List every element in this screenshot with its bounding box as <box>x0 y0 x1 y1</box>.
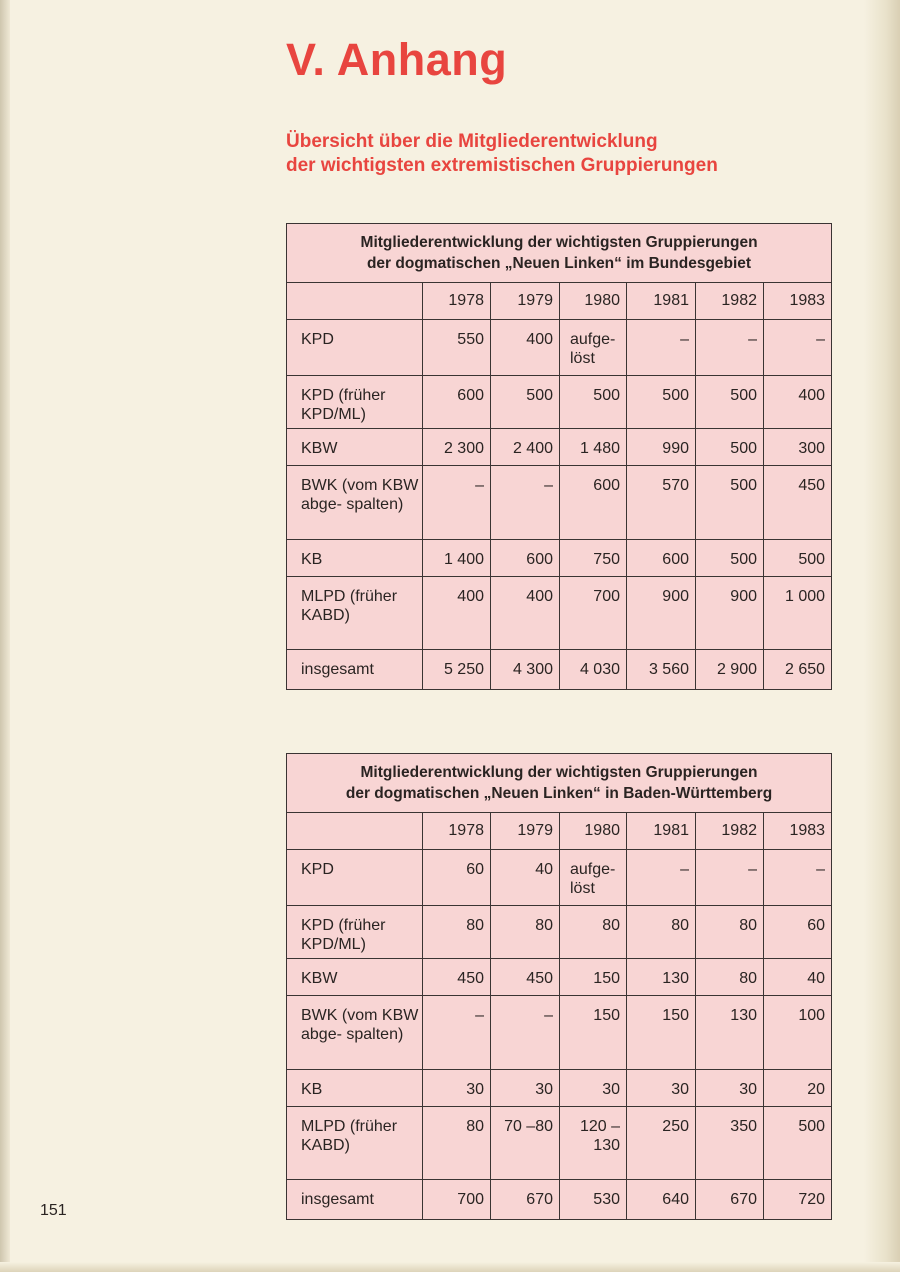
total-row <box>287 650 832 690</box>
year-header: 1983 <box>764 283 832 320</box>
cell-value: 450 <box>423 959 491 996</box>
row-label: KB <box>287 1070 423 1107</box>
cell-value: – <box>627 320 696 376</box>
cell-value: 4 030 <box>560 650 627 690</box>
page-edge-bottom <box>0 1262 900 1272</box>
cell-value: 60 <box>764 906 832 959</box>
row-label: BWK (vom KBW abge- spalten) <box>287 996 423 1070</box>
caption-line-2: der dogmatischen „Neuen Linken“ im Bundesgebiet <box>366 255 752 272</box>
cell-value: 80 <box>423 1107 491 1180</box>
year-header: 1981 <box>627 283 696 320</box>
cell-value: 670 <box>491 1180 560 1220</box>
cell-value: 30 <box>560 1070 627 1107</box>
year-header: 1980 <box>560 813 627 850</box>
cell-value: 30 <box>696 1070 764 1107</box>
row-label: insgesamt <box>287 650 423 690</box>
cell-value: aufge- löst <box>560 320 627 376</box>
year-header: 1981 <box>627 813 696 850</box>
cell-value: 400 <box>423 577 491 650</box>
cell-value: 120 –130 <box>560 1107 627 1180</box>
cell-value: 1 000 <box>764 577 832 650</box>
cell-value: 500 <box>696 376 764 429</box>
cell-value: 80 <box>627 906 696 959</box>
cell-value: 900 <box>696 577 764 650</box>
row-label: MLPD (früher KABD) <box>287 577 423 650</box>
cell-value: 600 <box>423 376 491 429</box>
row-label: MLPD (früher KABD) <box>287 1107 423 1180</box>
cell-value: aufge- löst <box>560 850 627 906</box>
cell-value: 80 <box>696 906 764 959</box>
cell-value: 30 <box>491 1070 560 1107</box>
cell-value: 20 <box>764 1070 832 1107</box>
cell-value: 150 <box>627 996 696 1070</box>
row-label: KPD (früher KPD/ML) <box>287 906 423 959</box>
cell-value: 2 300 <box>423 429 491 466</box>
cell-value: 600 <box>560 466 627 540</box>
cell-value: – <box>764 320 832 376</box>
table-row <box>287 959 832 996</box>
cell-value: 130 <box>627 959 696 996</box>
cell-value: 500 <box>696 540 764 577</box>
row-label: KPD <box>287 850 423 906</box>
cell-value: 100 <box>764 996 832 1070</box>
row-label: KBW <box>287 959 423 996</box>
year-header-row <box>287 813 832 850</box>
cell-value: 70 –80 <box>491 1107 560 1180</box>
section-subtitle <box>286 130 718 178</box>
year-header: 1979 <box>491 283 560 320</box>
year-header: 1980 <box>560 283 627 320</box>
row-label: insgesamt <box>287 1180 423 1220</box>
year-header: 1979 <box>491 813 560 850</box>
table-row <box>287 466 832 540</box>
cell-value: 670 <box>696 1180 764 1220</box>
cell-value: 80 <box>560 906 627 959</box>
cell-value: 2 900 <box>696 650 764 690</box>
cell-value: 400 <box>491 577 560 650</box>
table-row <box>287 850 832 906</box>
table-row <box>287 1107 832 1180</box>
cell-value: 600 <box>491 540 560 577</box>
chapter-heading: V. Anhang <box>286 34 508 85</box>
cell-value: 40 <box>764 959 832 996</box>
cell-value: 350 <box>696 1107 764 1180</box>
caption-line-1: Mitgliederentwicklung der wichtigsten Gruppierungen <box>360 764 758 781</box>
row-label: BWK (vom KBW abge- spalten) <box>287 466 423 540</box>
table-caption <box>287 224 832 283</box>
cell-value: 990 <box>627 429 696 466</box>
cell-value: 5 250 <box>423 650 491 690</box>
cell-value: 700 <box>560 577 627 650</box>
year-header: 1978 <box>423 283 491 320</box>
table-row <box>287 376 832 429</box>
subtitle-line-2: der wichtigsten extremistischen Gruppierungen <box>286 155 718 176</box>
year-header: 1982 <box>696 813 764 850</box>
cell-value: 400 <box>491 320 560 376</box>
membership-table-bundesgebiet <box>286 223 832 690</box>
cell-value: 550 <box>423 320 491 376</box>
cell-value: – <box>491 466 560 540</box>
cell-value: – <box>423 996 491 1070</box>
cell-value: 500 <box>764 1107 832 1180</box>
table-row <box>287 320 832 376</box>
cell-value: 570 <box>627 466 696 540</box>
page-edge-left <box>0 0 10 1272</box>
table-baden-wuerttemberg <box>286 753 831 1220</box>
cell-value: 450 <box>491 959 560 996</box>
cell-value: 130 <box>696 996 764 1070</box>
table-row <box>287 429 832 466</box>
year-header: 1982 <box>696 283 764 320</box>
cell-value: 1 400 <box>423 540 491 577</box>
table-caption <box>287 754 832 813</box>
cell-value: – <box>764 850 832 906</box>
cell-value: 30 <box>423 1070 491 1107</box>
year-header: 1983 <box>764 813 832 850</box>
cell-value: 80 <box>696 959 764 996</box>
table-row <box>287 540 832 577</box>
cell-value: 500 <box>696 466 764 540</box>
cell-value: 500 <box>696 429 764 466</box>
cell-value: 900 <box>627 577 696 650</box>
cell-value: 700 <box>423 1180 491 1220</box>
cell-value: 150 <box>560 996 627 1070</box>
cell-value: 3 560 <box>627 650 696 690</box>
cell-value: 300 <box>764 429 832 466</box>
subtitle-line-1: Übersicht über die Mitgliederentwicklung <box>286 131 658 152</box>
cell-value: 500 <box>764 540 832 577</box>
cell-value: 500 <box>627 376 696 429</box>
cell-value: 450 <box>764 466 832 540</box>
cell-value: 750 <box>560 540 627 577</box>
cell-value: 500 <box>560 376 627 429</box>
cell-value: – <box>491 996 560 1070</box>
cell-value: 1 480 <box>560 429 627 466</box>
row-label: KBW <box>287 429 423 466</box>
cell-value: 250 <box>627 1107 696 1180</box>
cell-value: 2 400 <box>491 429 560 466</box>
cell-value: 40 <box>491 850 560 906</box>
table-row <box>287 996 832 1070</box>
table-bundesgebiet <box>286 223 831 690</box>
cell-value: – <box>627 850 696 906</box>
cell-value: 640 <box>627 1180 696 1220</box>
cell-value: 150 <box>560 959 627 996</box>
row-label: KPD <box>287 320 423 376</box>
corner-cell <box>287 813 423 850</box>
total-row <box>287 1180 832 1220</box>
year-header-row <box>287 283 832 320</box>
table-row <box>287 906 832 959</box>
cell-value: 2 650 <box>764 650 832 690</box>
cell-value: 4 300 <box>491 650 560 690</box>
corner-cell <box>287 283 423 320</box>
table-row <box>287 577 832 650</box>
row-label: KPD (früher KPD/ML) <box>287 376 423 429</box>
page-number: 151 <box>40 1202 67 1219</box>
row-label: KB <box>287 540 423 577</box>
cell-value: 60 <box>423 850 491 906</box>
page-edge-right <box>864 0 900 1272</box>
cell-value: 80 <box>491 906 560 959</box>
table-row <box>287 1070 832 1107</box>
cell-value: – <box>423 466 491 540</box>
cell-value: – <box>696 850 764 906</box>
cell-value: 500 <box>491 376 560 429</box>
membership-table-baden-wuerttemberg <box>286 753 832 1220</box>
cell-value: 720 <box>764 1180 832 1220</box>
cell-value: 400 <box>764 376 832 429</box>
year-header: 1978 <box>423 813 491 850</box>
cell-value: 80 <box>423 906 491 959</box>
cell-value: – <box>696 320 764 376</box>
cell-value: 530 <box>560 1180 627 1220</box>
caption-line-2: der dogmatischen „Neuen Linken“ in Baden-Württemberg <box>345 785 773 802</box>
caption-line-1: Mitgliederentwicklung der wichtigsten Gruppierungen <box>360 234 758 251</box>
cell-value: 600 <box>627 540 696 577</box>
cell-value: 30 <box>627 1070 696 1107</box>
